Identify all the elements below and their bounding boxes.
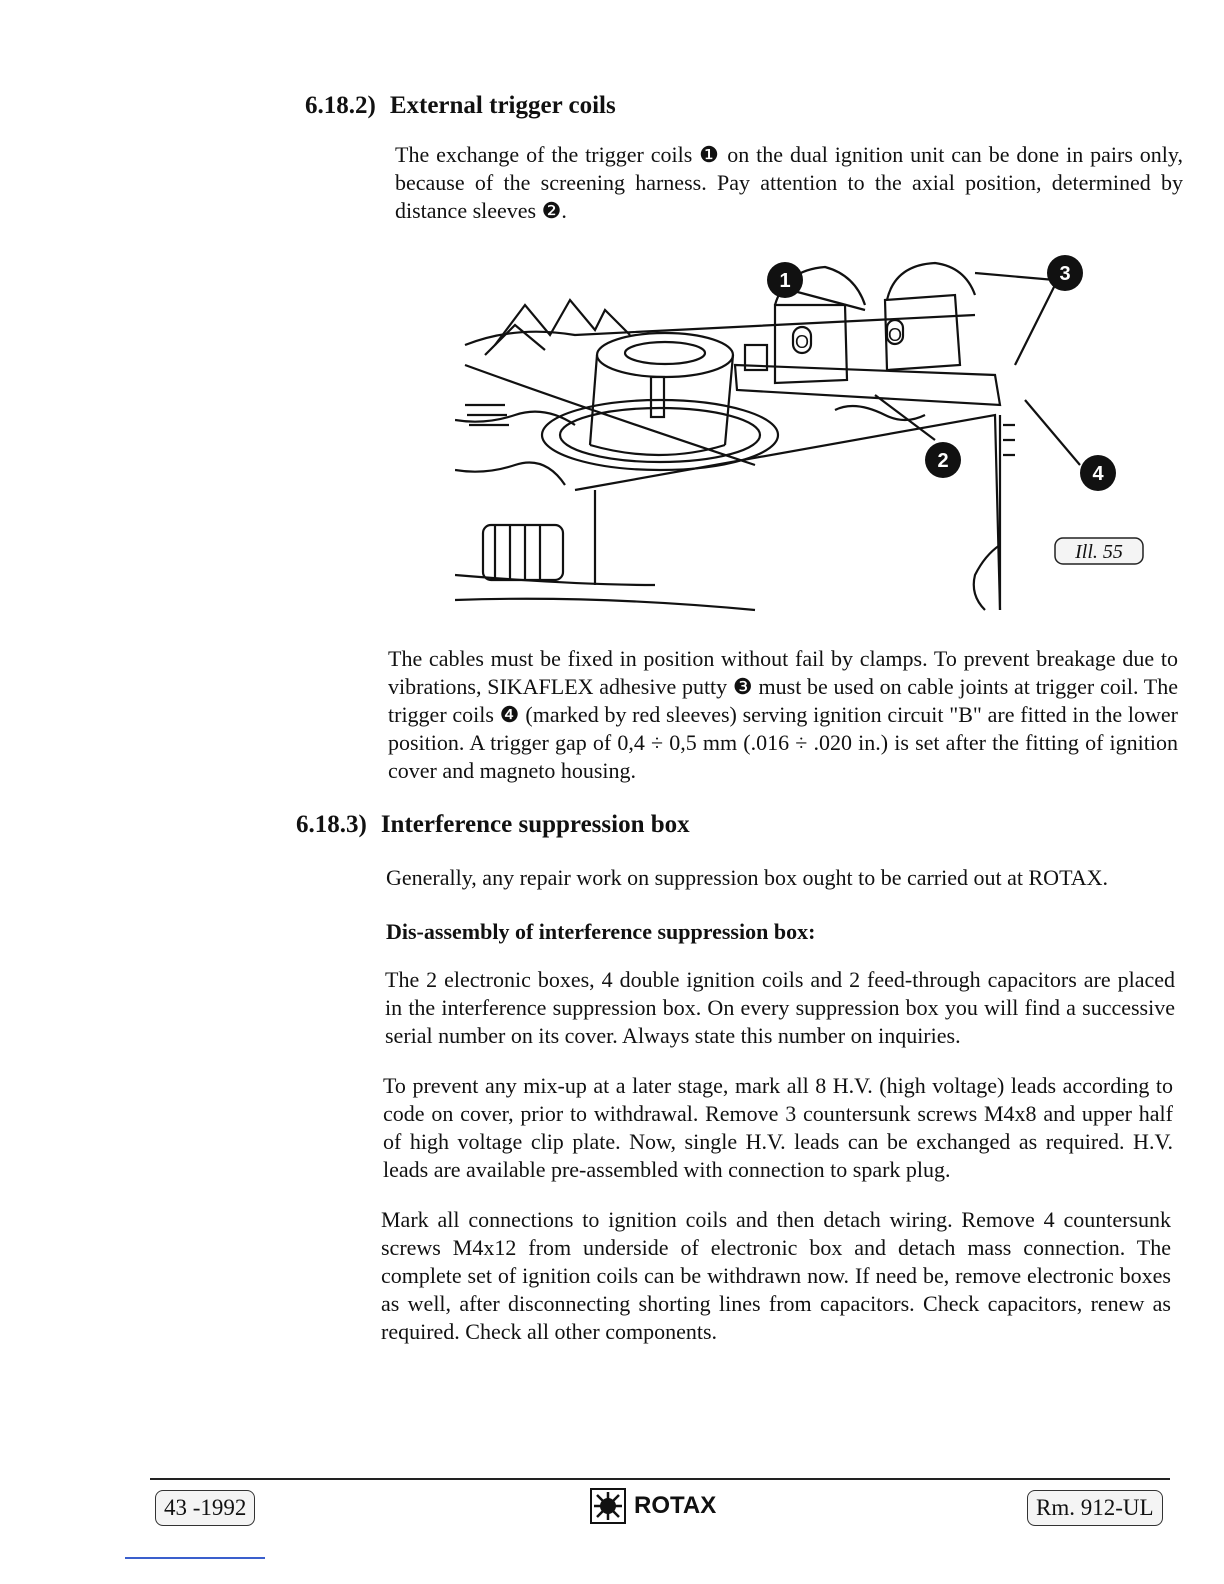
- section-number: 6.18.3): [296, 811, 367, 838]
- disassembly-subheading: Dis-assembly of interference suppression box:: [386, 919, 816, 944]
- footer-manual-ref: Rm. 912-UL: [1027, 1490, 1163, 1526]
- trigger-coil-illustration: [455, 255, 1155, 615]
- scan-mark: [125, 1557, 265, 1559]
- section-title: Interference suppression box: [380, 811, 690, 838]
- callout-3-label: 3: [1059, 263, 1071, 285]
- figure-label: Ill. 55: [1075, 541, 1123, 563]
- suppression-box-paragraph-3: Mark all connections to ignition coils and then detach wiring. Remove 4 countersunk screws M4x12 from underside of electronic box and detach mass connection. The complete set of ignition coils can be withdrawn now. If need be, remove electronic boxes as well, after disconnecting shorting lines from capacitors. Check capacitors, renew as required. Check all other components.: [381, 1207, 1171, 1344]
- section-number: 6.18.2): [305, 92, 376, 119]
- callout-1-label: 1: [779, 270, 791, 292]
- suppression-box-paragraph-2: To prevent any mix-up at a later stage, mark all 8 H.V. (high voltage) leads according to code on cover, prior to withdrawal. Remove 3 countersunk screws M4x8 and upper half of high voltage clip plate. Now, single H.V. leads can be exchanged as required. H.V. leads are available pre-assembled with connection to spark plug.: [383, 1073, 1173, 1182]
- section-heading-6-18-2: [305, 92, 616, 120]
- section-heading-6-18-3: [296, 811, 690, 839]
- footer-brand: [590, 1488, 716, 1524]
- suppression-box-intro: Generally, any repair work on suppression box ought to be carried out at ROTAX.: [386, 865, 1109, 890]
- trigger-coils-intro: The exchange of the trigger coils ❶ on the dual ignition unit can be done in pairs only, because of the screening harness. Pay attention to the axial position, determined by distance sleeves ❷.: [395, 142, 1183, 223]
- trigger-coils-cables-paragraph: The cables must be fixed in position without fail by clamps. To prevent breakage due to vibrations, SIKAFLEX adhesive putty ❸ must be used on cable joints at trigger coil. The trigger coils ❹ (marked by red sleeves) serving ignition circuit "B" are fitted in the lower position. A trigger gap of 0,4 ÷ 0,5 mm (.016 ÷ .020 in.) is set after the fitting of ignition cover and magneto housing.: [388, 646, 1178, 783]
- rotax-logo-icon: [590, 1488, 626, 1524]
- coil-mark-left: O: [794, 332, 810, 352]
- section-title: External trigger coils: [389, 92, 616, 119]
- suppression-box-paragraph-1: The 2 electronic boxes, 4 double ignition coils and 2 feed-through capacitors are placed in the interference suppression box. On every suppression box you will find a successive serial number on its cover. Always state this number on inquiries.: [385, 967, 1175, 1048]
- coil-mark-right: O: [887, 325, 903, 345]
- footer-page-date: 43 -1992: [155, 1490, 255, 1526]
- callout-2-label: 2: [937, 450, 949, 472]
- brand-name: ROTAX: [634, 1492, 717, 1519]
- footer-rule: [150, 1478, 1170, 1480]
- callout-4-label: 4: [1092, 463, 1104, 485]
